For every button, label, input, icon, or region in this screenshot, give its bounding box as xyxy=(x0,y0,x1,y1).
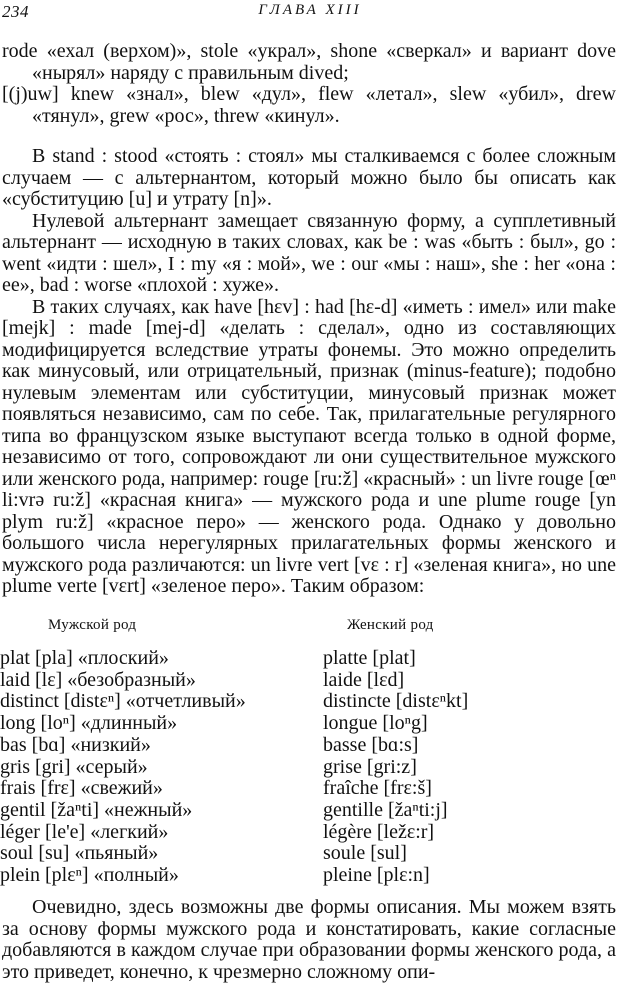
masculine-column xyxy=(0,616,320,887)
paragraph: Очевидно, здесь возможны две формы описания. Мы можем взять за основу формы мужского рода и констатировать, какие согласные добавляются в каждом случае при образовании формы женского рода, а это приведет, конечно, к чрезмерно сложному опи- xyxy=(2,896,616,983)
masculine-entry: bas [bɑ] «низкий» xyxy=(0,733,151,756)
feminine-entry: longue [loⁿg] xyxy=(323,712,428,735)
page-header xyxy=(0,2,620,28)
feminine-entry: gentille [žaⁿti:j] xyxy=(323,798,448,821)
feminine-entry: platte [plat] xyxy=(323,647,416,669)
running-head: ГЛАВА XIII xyxy=(258,2,362,18)
verb-examples xyxy=(2,41,616,127)
paragraph: В таких случаях, как have [hɛv] : had [hɛ-d] «иметь : имел» или make [mejk] : made [mej-d] «делать : сделал», одно из составляющих модифицируется вследствие утраты фонемы. Это можно определить как минусовый, или отрицательный, признак (minus-feature); подобно нулевым элементам или субституции, минусовый признак может появляться независимо, сам по себе. Так, прилагательные регулярного типа во французском языке выступают всегда только в одной форме, независимо от того, сопровождают ли они существительное мужского или женского рода, например: rouge [ru:ž] «красный» : un livre rouge [œⁿ li:vrə ru:ž] «красная книга» — мужского рода и une plume rouge [yn plym ru:ž] «красное перо» — женского рода. Однако у довольно большого числа нерегулярных прилагательных формы женского и мужского рода различаются: un livre vert [vɛ : r] «зеленая книга», но une plume verte [vɛrt] «зеленое перо». Таким образом: xyxy=(2,295,616,597)
feminine-column xyxy=(323,616,618,887)
masculine-entry: léger [le'e] «легкий» xyxy=(0,820,169,843)
paragraph: В stand : stood «стоять : стоял» мы сталкиваемся с более сложным случаем — с альтернантом, который можно было бы описать как «субституцию [u] и утрату [n]». xyxy=(2,145,616,210)
masculine-entry: long [loⁿ] «длинный» xyxy=(0,712,178,735)
feminine-column-header: Женский род xyxy=(347,617,434,633)
masculine-entry: laid [lɛ] «безобразный» xyxy=(0,668,196,691)
feminine-entry: basse [bɑ:s] xyxy=(323,733,419,756)
feminine-entry: pleine [plɛ:n] xyxy=(323,864,430,887)
masculine-entry: plat [pla] «плоский» xyxy=(0,647,169,669)
masculine-entry: gentil [žaⁿti] «нежный» xyxy=(0,798,193,821)
feminine-entry: distincte [distɛⁿkt] xyxy=(323,690,469,713)
feminine-entry: laide [lɛd] xyxy=(323,668,405,691)
feminine-entry: légère [ležɛ:r] xyxy=(323,820,435,843)
feminine-entry: fraîche [frɛ:š] xyxy=(323,777,432,800)
masculine-entry: frais [frɛ] «свежий» xyxy=(0,777,163,800)
adjective-table xyxy=(0,616,620,887)
example-line: [(j)uw] knew «знал», blew «дул», flew «летал», slew «убил», drew «тянул», grew «рос», threw «кинул». xyxy=(2,83,616,127)
main-text xyxy=(2,146,616,598)
page-number: 234 xyxy=(2,2,29,21)
example-line: rode «ехал (верхом)», stole «украл», shone «сверкал» и вариант dove «нырял» наряду с правильным dived; xyxy=(2,40,616,84)
feminine-entry: soule [sul] xyxy=(323,842,407,865)
feminine-entry: grise [gri:z] xyxy=(323,755,417,778)
masculine-entry: gris [gri] «серый» xyxy=(0,755,148,778)
masculine-entry: soul [su] «пьяный» xyxy=(0,842,159,865)
masculine-entry: distinct [distɛⁿ] «отчетливый» xyxy=(0,690,246,713)
paragraph: Нулевой альтернант замещает связанную форму, а супплетивный альтернант — исходную в таких словах, как be : was «быть : был», go : went «идти : шел», I : my «я : мой», we : our «мы : наш», she : her «она : ее», bad : worse «плохой : хуже». xyxy=(2,209,616,296)
closing-text xyxy=(2,897,616,983)
masculine-column-header: Мужской род xyxy=(48,617,137,633)
masculine-entry: plein [plɛⁿ] «полный» xyxy=(0,864,179,887)
